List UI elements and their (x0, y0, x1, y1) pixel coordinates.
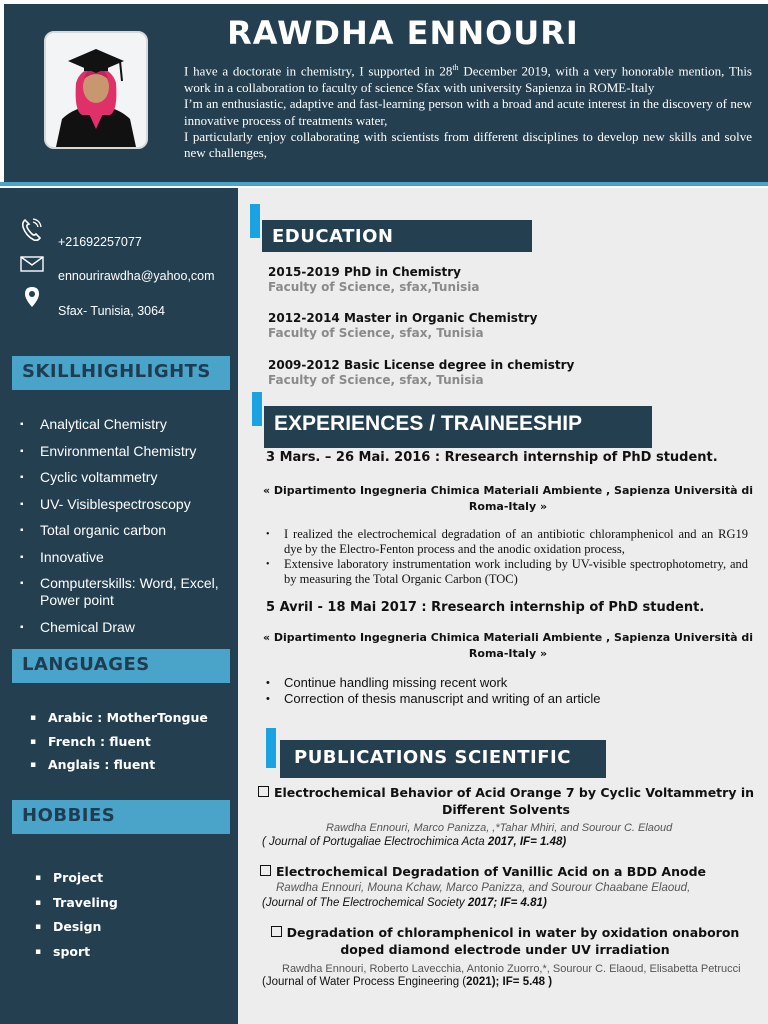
publication-authors: Rawdha Ennouri, Roberto Lavecchia, Antonio Zuorro,*, Sourour C. Elaoud, Elisabetta Petrucci (282, 963, 741, 975)
list-item: ▪ sport (35, 944, 118, 960)
section-accent (266, 728, 276, 768)
list-item: ▪ French : fluent (30, 734, 208, 750)
experience-lab: « Dipartimento Ingegneria Chimica Materiali Ambiente , Sapienza Università di Roma-Italy » (262, 484, 754, 513)
publications-heading: PUBLICATIONS SCIENTIFIC (280, 740, 606, 778)
list-item: ▪ Arabic : MotherTongue (30, 710, 208, 726)
publication-journal: (Journal of Water Process Engineering (2021); IF= 5.48 ) (262, 976, 553, 988)
experience-bullets (262, 527, 748, 587)
experience-bullets (262, 675, 748, 707)
list-item: • I realized the electrochemical degradation of an antibiotic chloramphenicol and an RG19 dye by the Electro-Fenton process and the anodic oxidation process, (262, 527, 748, 557)
list-item: ▪ Design (35, 919, 118, 935)
about-paragraph-2: I’m an enthusiastic, adaptive and fast-learning person with a broad and acute interest in the discovery of new innovative process of treatments water, (184, 96, 752, 128)
header (0, 0, 768, 188)
skills-heading: SKILLHIGHLIGHTS (12, 356, 230, 390)
publication-journal: (Journal of The Electrochemical Society 2017; IF= 4.81) (262, 897, 547, 909)
list-item: ▪ Total organic carbon (20, 522, 230, 539)
experiences-heading: EXPERIENCES / TRAINEESHIP (264, 406, 652, 448)
header-divider (0, 182, 768, 186)
list-item: ▪ Anglais : fluent (30, 757, 208, 773)
experience-title: 5 Avril - 18 Mai 2017 : Rresearch internship of PhD student. (266, 600, 705, 615)
list-item: ▪ UV- Visiblespectroscopy (20, 496, 230, 513)
list-item: ▪ Traveling (35, 895, 118, 911)
list-item: ▪ Computerskills: Word, Excel, Power point (20, 575, 230, 609)
languages-heading: LANGUAGES (12, 649, 230, 683)
list-item: ▪ Analytical Chemistry (20, 416, 230, 433)
skills-list (20, 416, 230, 645)
checkbox-icon (258, 786, 269, 797)
hobbies-list (35, 870, 118, 968)
publication-title: Electrochemical Behavior of Acid Orange 7 by Cyclic Voltammetry in Different Solvents (256, 784, 756, 818)
phone-icon (20, 218, 42, 247)
about-section (184, 60, 752, 162)
list-item: • Extensive laboratory instrumentation work including by UV-visible spectrophotometry, and by measuring the Total Organic Carbon (TOC) (262, 557, 748, 587)
publication-authors: Rawdha Ennouri, Marco Panizza, ,*Tahar Mhiri, and Sourour C. Elaoud (326, 822, 673, 834)
portrait-image (46, 33, 146, 147)
location-pin-icon (24, 286, 40, 313)
languages-list (30, 710, 208, 781)
section-accent (250, 204, 260, 238)
list-item: ▪ Environmental Chemistry (20, 443, 230, 460)
publication-authors: Rawdha Ennouri, Mouna Kchaw, Marco Panizza, and Sourour Chaabane Elaoud, (276, 882, 691, 894)
education-item: 2015-2019 PhD in Chemistry Faculty of Science, sfax,Tunisia (268, 265, 480, 294)
education-item: 2012-2014 Master in Organic Chemistry Faculty of Science, sfax, Tunisia (268, 311, 538, 340)
candidate-name: RAWDHA ENNOURI (227, 14, 579, 52)
checkbox-icon (260, 865, 271, 876)
about-paragraph-1: I have a doctorate in chemistry, I supported in 28th December 2019, with a very honorable mention, This work in a collaboration to faculty of science Sfax with university Sapienza in ROME-Italy (184, 63, 752, 95)
publication-title: Degradation of chloramphenicol in water by oxidation onaboron doped diamond electrode under UV irradiation (268, 924, 742, 958)
list-item: ▪ Innovative (20, 549, 230, 566)
profile-photo (44, 31, 148, 149)
publication-journal: ( Journal of Portugaliae Electrochimica Acta 2017, IF= 1.48) (262, 836, 567, 848)
hobbies-heading: HOBBIES (12, 800, 230, 834)
email-address: ennourirawdha@yahoo,com (58, 269, 215, 283)
publication-title: Electrochemical Degradation of Vanillic Acid on a BDD Anode (260, 863, 740, 880)
checkbox-icon (271, 926, 282, 937)
education-item: 2009-2012 Basic License degree in chemistry Faculty of Science, sfax, Tunisia (268, 358, 575, 387)
section-accent (252, 392, 262, 426)
experience-lab: « Dipartimento Ingegneria Chimica Materiali Ambiente , Sapienza Università di Roma-Italy » (262, 631, 754, 660)
sidebar (0, 188, 238, 1024)
list-item: ▪ Project (35, 870, 118, 886)
education-heading: EDUCATION (262, 220, 532, 252)
address: Sfax- Tunisia, 3064 (58, 304, 166, 318)
list-item: ▪ Chemical Draw (20, 619, 230, 636)
list-item: ▪ Cyclic voltammetry (20, 469, 230, 486)
list-item: • Continue handling missing recent work (262, 675, 748, 691)
about-paragraph-3: I particularly enjoy collaborating with scientists from different disciplines to develop new skills and solve new challenges, (184, 128, 752, 161)
list-item: • Correction of thesis manuscript and writing of an article (262, 691, 748, 707)
mail-icon (20, 256, 44, 277)
phone-number: +21692257077 (58, 235, 142, 249)
experience-title: 3 Mars. – 26 Mai. 2016 : Rresearch internship of PhD student. (266, 450, 718, 465)
